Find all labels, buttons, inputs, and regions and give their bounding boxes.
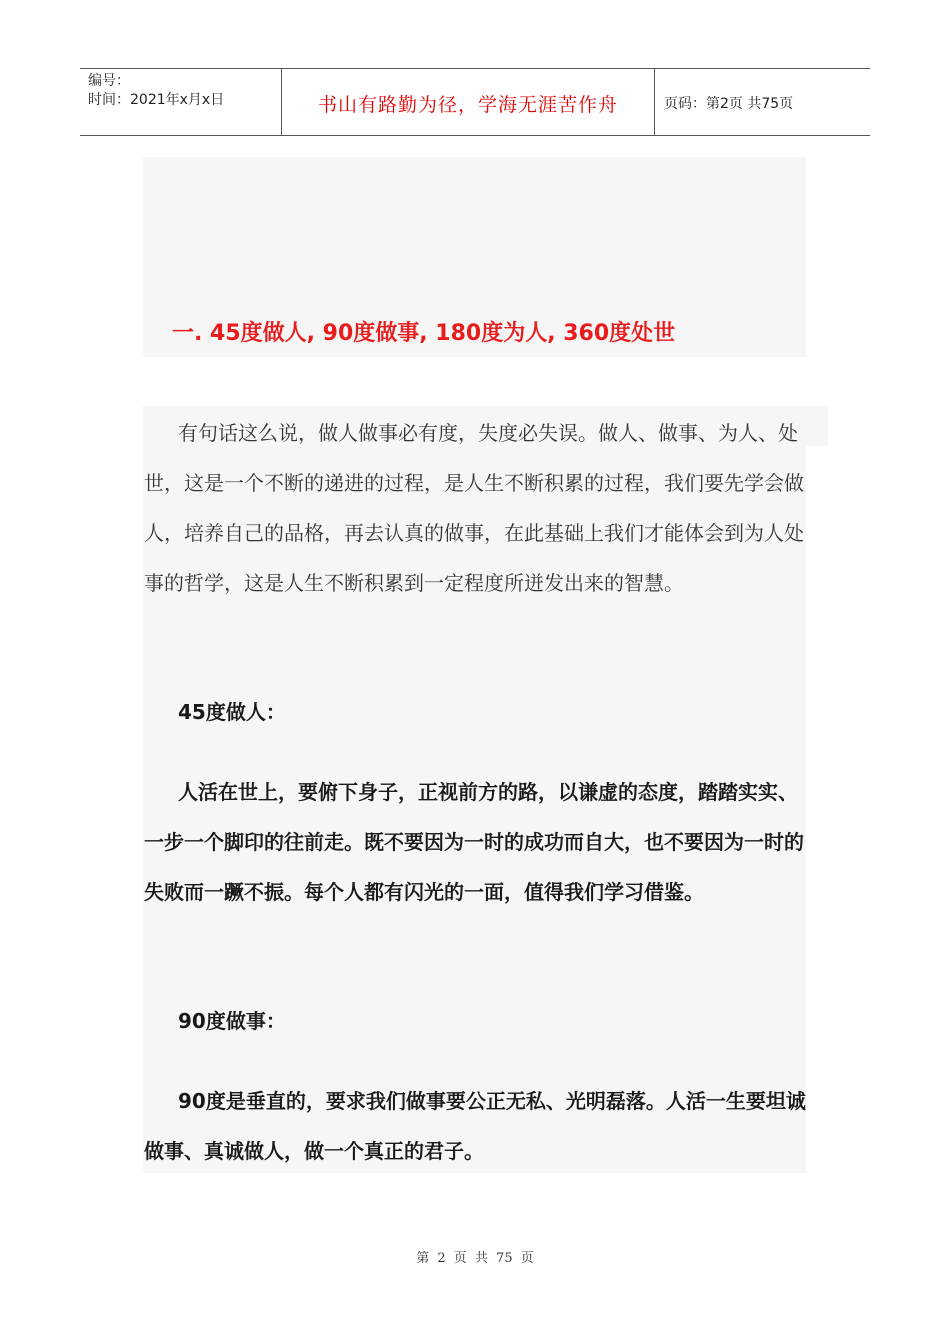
- header-motto: 书山有路勤为径，学海无涯苦作舟: [317, 94, 618, 116]
- section-body-90: [144, 1076, 808, 1176]
- intro-text: 有句话这么说，做人做事必有度，失度必失误。做人、做事、为人、处世，这是一个不断的递进的过程，是人生不断积累的过程，我们要先学会做人，培养自己的品格，再去认真的做事，在此基础上我们才能体会到为人处事的哲学，这是人生不断积累到一定程度所迸发出来的智慧。: [144, 421, 804, 595]
- document-number-label: 编号：: [88, 73, 130, 89]
- header-page-info: 页码：第2页 共75页: [664, 96, 794, 112]
- section-body-text: 90度是垂直的，要求我们做事要公正无私、光明磊落。人活一生要坦诚做事、真诚做人，做一个真正的君子。: [144, 1089, 806, 1163]
- header-meta: [88, 72, 224, 110]
- section-title: 一. 45度做人, 90度做事, 180度为人, 360度处世: [172, 321, 676, 346]
- section-heading-45: [144, 687, 808, 737]
- document-date: 时间：2021年x月x日: [88, 92, 225, 108]
- section-body-text: 人活在世上，要俯下身子，正视前方的路，以谦虚的态度，踏踏实实、一步一个脚印的往前走。既不要因为一时的成功而自大，也不要因为一时的失败而一蹶不振。每个人都有闪光的一面，值得我们学习借鉴。: [144, 780, 804, 904]
- section-body-45: [144, 767, 808, 917]
- section-heading-text: 90度做事：: [178, 1009, 286, 1033]
- header-bottom-rule: [80, 135, 870, 136]
- section-heading-90: [144, 996, 808, 1046]
- header-top-rule: [80, 68, 870, 69]
- section-heading-text: 45度做人：: [178, 700, 286, 724]
- header-divider-right: [654, 68, 655, 136]
- page-footer: 第 2 页 共 75 页: [416, 1251, 534, 1266]
- intro-paragraph: [144, 408, 808, 608]
